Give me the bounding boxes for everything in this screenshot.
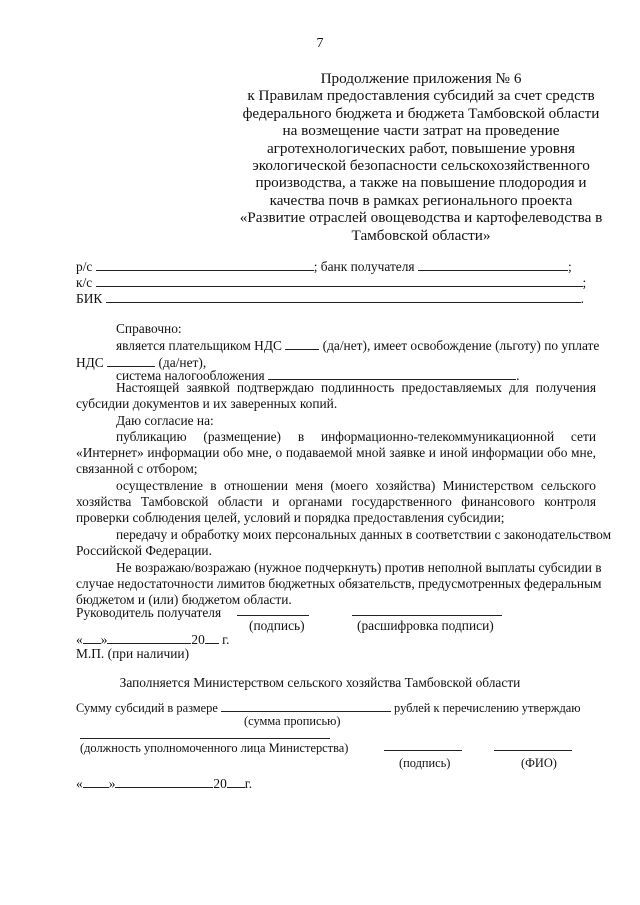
bik-end: . <box>580 291 585 306</box>
vat-row-1 <box>116 338 599 354</box>
ministry-signature-caption: (подпись) <box>399 756 451 770</box>
objection-line: случае недостаточности лимитов бюджетных обязательств, предусмотренных федеральным <box>76 576 602 591</box>
personal-data-line: Российской Федерации. <box>76 543 212 558</box>
ministry-heading: Заполняется Министерством сельского хозяйства Тамбовской области <box>119 675 521 690</box>
header-line: Продолжение приложения № 6 <box>320 70 522 87</box>
confirm-line: Настоящей заявкой подтверждаю подлинность предоставляемых для получения <box>116 380 596 395</box>
bank-name-label: ; банк получателя <box>313 259 415 274</box>
vat-exemption-field[interactable] <box>107 355 155 367</box>
ministry-date-month-field[interactable] <box>115 776 213 788</box>
tax-system-field[interactable] <box>268 368 516 380</box>
head-label: Руководитель получателя <box>76 605 222 620</box>
ministry-date-year-suffix: г. <box>244 776 253 791</box>
ministry-date-year: 20 <box>213 776 227 791</box>
sum-in-words-field[interactable] <box>221 700 391 712</box>
vat-choice-text: (да/нет), имеет освобождение (льготу) по уплате <box>322 338 600 353</box>
control-line: хозяйства Тамбовской области и органами государственного финансового контроля <box>76 494 596 509</box>
page-number: 7 <box>316 36 324 51</box>
personal-data-line: передачу и обработку моих персональных данных в соответствии с законодательством <box>116 527 612 542</box>
header-line: качества почв в рамках регионального проекта <box>269 191 573 209</box>
position-caption: (должность уполномоченного лица Министерства) <box>80 741 349 755</box>
tax-end: . <box>516 368 520 383</box>
bank-ks-row <box>76 275 586 291</box>
date-year-field[interactable] <box>205 632 219 644</box>
stamp-note: М.П. (при наличии) <box>76 646 190 661</box>
rs-label: р/с <box>76 259 93 274</box>
date-open-quote: « <box>76 632 83 647</box>
ministry-date-open: « <box>76 776 83 791</box>
header-line: федерального бюджета и бюджета Тамбовской области <box>242 104 600 122</box>
bank-name-field[interactable] <box>418 259 568 271</box>
publication-line: публикацию (размещение) в информационно-телекоммуникационной сети <box>116 429 596 444</box>
date-close-quote: » <box>100 632 108 647</box>
header-line: производства, а также на повышение плодородия и <box>255 174 587 192</box>
rs-end: ; <box>567 259 572 274</box>
rs-field[interactable] <box>96 259 314 271</box>
header-line: на возмещение части затрат на проведение <box>282 122 560 140</box>
reference-title: Справочно: <box>116 321 182 336</box>
bank-rs-row <box>76 259 572 275</box>
ks-label: к/с <box>76 275 93 290</box>
date-day-field[interactable] <box>83 632 101 644</box>
ministry-signature-field[interactable] <box>384 739 462 751</box>
ministry-date-close: » <box>108 776 116 791</box>
objection-line: Не возражаю/возражаю (нужное подчеркнуть) против неполной выплаты субсидии в <box>116 560 602 575</box>
official-position-field[interactable] <box>80 727 330 739</box>
date-month-field[interactable] <box>107 632 191 644</box>
header-line: агротехнологических работ, повышение уровня <box>266 139 576 157</box>
control-line: проверки соблюдения целей, условий и порядка предоставления субсидии; <box>76 510 505 525</box>
consent-title: Даю согласие на: <box>116 413 214 428</box>
ministry-fio-field[interactable] <box>494 739 572 751</box>
confirm-line: субсидии документов и их заверенных копий. <box>76 396 338 411</box>
ministry-date-row <box>76 776 252 792</box>
appendix-header <box>222 70 620 244</box>
publication-line: «Интернет» информации обо мне, о подаваемой мной заявке и иной информации обо мне, <box>76 445 596 460</box>
ks-field[interactable] <box>96 275 583 287</box>
ks-end: ; <box>582 275 587 290</box>
vat-label-2: НДС <box>76 355 104 370</box>
header-line: «Развитие отраслей овощеводства и картофелеводства в <box>239 209 603 227</box>
date-year-suffix: г. <box>222 632 230 647</box>
objection-line: бюджетом и (или) бюджетом области. <box>76 592 292 607</box>
head-signature-decoding-field[interactable] <box>352 604 502 616</box>
head-signature-field[interactable] <box>237 604 309 616</box>
vat-payer-field[interactable] <box>285 338 319 350</box>
header-line: Тамбовской области» <box>351 226 491 244</box>
publication-line: связанной с отбором; <box>76 461 198 476</box>
control-line: осуществление в отношении меня (моего хозяйства) Министерством сельского <box>116 478 596 493</box>
signature-caption: (подпись) <box>249 618 305 633</box>
sum-caption: (сумма прописью) <box>244 714 341 728</box>
bik-field[interactable] <box>106 291 581 303</box>
decoding-caption: (расшифровка подписи) <box>357 618 494 633</box>
date-year: 20 <box>191 632 205 647</box>
ministry-fio-caption: (ФИО) <box>521 756 557 770</box>
ministry-date-year-field[interactable] <box>227 776 245 788</box>
header-line: экологической безопасности сельскохозяйственного <box>252 157 590 175</box>
ministry-date-day-field[interactable] <box>83 776 109 788</box>
vat-label: является плательщиком НДС <box>116 338 282 353</box>
tax-system-label: система налогообложения <box>116 368 265 383</box>
vat-choice-text-2: (да/нет), <box>158 355 207 370</box>
sum-label: Сумму субсидий в размере <box>76 701 218 715</box>
bank-bik-row <box>76 291 584 307</box>
header-line: к Правилам предоставления субсидий за счет средств <box>247 87 595 105</box>
sum-suffix: рублей к перечислению утверждаю <box>394 701 581 715</box>
bik-label: БИК <box>76 291 103 306</box>
